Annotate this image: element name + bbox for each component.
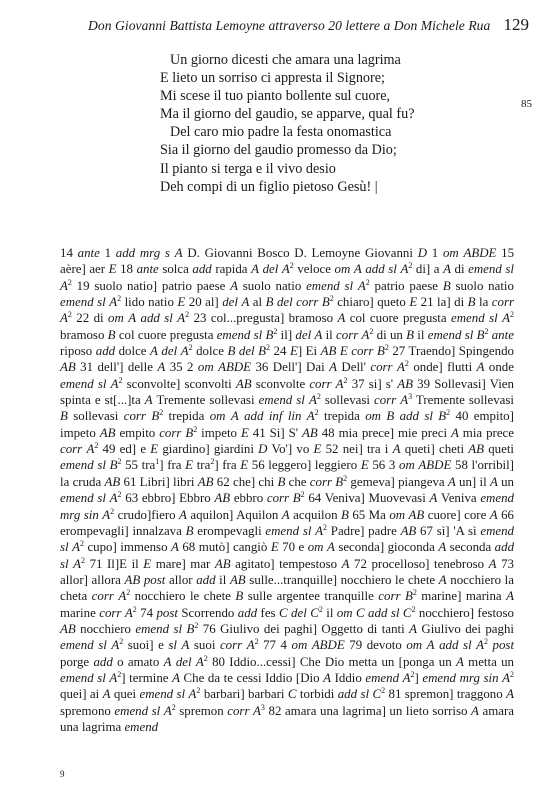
apparatus-text: 14 ante 1 add mrg s A D. Giovanni Bosco D. Lemoyne Giovanni D 1 om ABDE 15 aère] aer E 18 ante solca add rapida A del $A^2$ veloce om A add sl $A^2$ di] a A di emend sl $A^2$ 19 suolo natio] patrio paese A suolo natio emend sl $A^2$ patrio paese B suolo natio emend sl $A^2$ lido natio E 20 al] del A al B del corr $B^2$ chiaro] queto E 21 la] di B la corr $A^2$ 22 di om A add sl $A^2$ 23 col...pregusta] bramoso A col cuore pregusta emend sl $A^2$ bramoso B col cuore pregusta emend sl $B^2$ il] del A il corr $A^2$ di un B il emend sl $B^2$ ante riposo add dolce A del $A^2$ dolce B del $B^2$ 24 E] Ei AB E corr $B^2$ 27 Traendo] Spingendo AB 31 dell'] delle A 35 2 om ABDE 36 Dell'] Dai A Dell' corr $A^2$ onde] flutti A onde emend sl $A^2$ sconvolte] sconvolti AB sconvolte corr $A^2$ 37 si] s' AB 39 Sollevasi] Vien spinta e st[...]ta A Tremente sollevasi emend sl $A^2$ sollevasi corr $A^3$ Tremente sollevasi B sollevasi corr $B^2$ trepida om A add inf lin $A^2$ trepida om B add sl $B^2$ 40 empito] impeto AB empito corr $B^2$ impeto E 41 Si] S' AB 48 mia prece] mie preci A mia prece corr $A^2$ 49 ed] e E giardino] giardini D Vo'] vo E 52 nei] tra i A queti] cheti AB queti emend sl $B^2$ 55 tra$^1$] fra E tra$^2$] fra E 56 leggero] leggiero E 56 3 om ABDE 58 l'orribil] la cruda AB 61 Libri] libri AB 62 che] chi B che corr $B^2$ gemeva] piangeva A un] il A un emend sl $A^2$ 63 ebbro] Ebbro AB ebbro corr $B^2$ 64 Veniva] Muovevasi A Veniva emend mrg $\sin A^2$ crudo]fiero A aquilon] Aquilon A acquilon B 65 Ma om AB cuore] core A 66 erompevagli] innalzava B erompevagli emend sl $A^2$ Padre] padre AB 67 sì] 'A sì emend sl $A^2$ cupo] immenso A 68 mutò] cangiò E 70 e om A seconda] gioconda A seconda add sl $A^2$ 71 Il]E il E mare] mar AB agitato] tempestoso A 72 procelloso] tenebroso A 73 allor] allora AB post allor add il AB sulle...tranquille] nocchiero le chete A nocchiero la cheta corr $A^2$ nocchiero le chete B sulle argentee tranquille corr $B^2$ marine] marina A marine corr $A^2$ 74 post Scorrendo add fes C del $C^2$ il om C add sl $C^2$ nocchiero] festoso AB nocchiero emend sl $B^2$ 76 Giulivo dei paghi] Oggetto di tanti A Giulivo dei paghi emend sl $A^2$ suoi] e sl A suoi corr $A^2$ 77 4 om ABDE 79 devoto om A add sl $A^2$ post porge add o amato A del $A^2$ 80 Iddio...cessi] Che Dio metta un [ponga un A metta un emend sl $A^2$] termine A Che da te cessi Iddio [Dio A Iddio emend $A^2$] emend mrg $\sin A^2$ quei] ai A quei emend sl $A^2$ barbari] barbari C torbidi add sl $C^2$ 81 spremon] traggono A spremono emend sl $A^2$ spremon corr $A^3$ 82 amara una lagrima] un lieto sorriso A amara una lagrima emend — [60, 246, 515, 734]
poem-line: Mi scese il tuo pianto bollente sul cuore, — [160, 88, 391, 105]
poem-line: Sia il giorno del gaudio promesso da Dio; — [160, 142, 397, 159]
poem-line: E lieto un sorriso ci appresta il Signore; — [160, 70, 385, 87]
page-number: 129 — [503, 15, 529, 34]
poem-stanza — [160, 51, 415, 196]
poem-line: Ma il giorno del gaudio, se apparve, qual fu? — [160, 106, 415, 123]
running-header — [60, 15, 529, 37]
poem-line: Il pianto si terga e il vivo desio — [160, 160, 336, 177]
margin-line-number: 85 — [521, 98, 532, 110]
running-title: Don Giovanni Battista Lemoyne attraverso 20 lettere a Don Michele Rua — [88, 18, 491, 33]
poem-line: Un giorno dicesti che amara una lagrima — [170, 52, 401, 68]
poem-line: Deh compi di un figlio pietoso Gesù! | — [160, 178, 378, 195]
critical-apparatus — [60, 245, 514, 735]
signature-mark: 9 — [60, 769, 65, 779]
poem-line: Del caro mio padre la festa onomastica — [170, 124, 392, 141]
